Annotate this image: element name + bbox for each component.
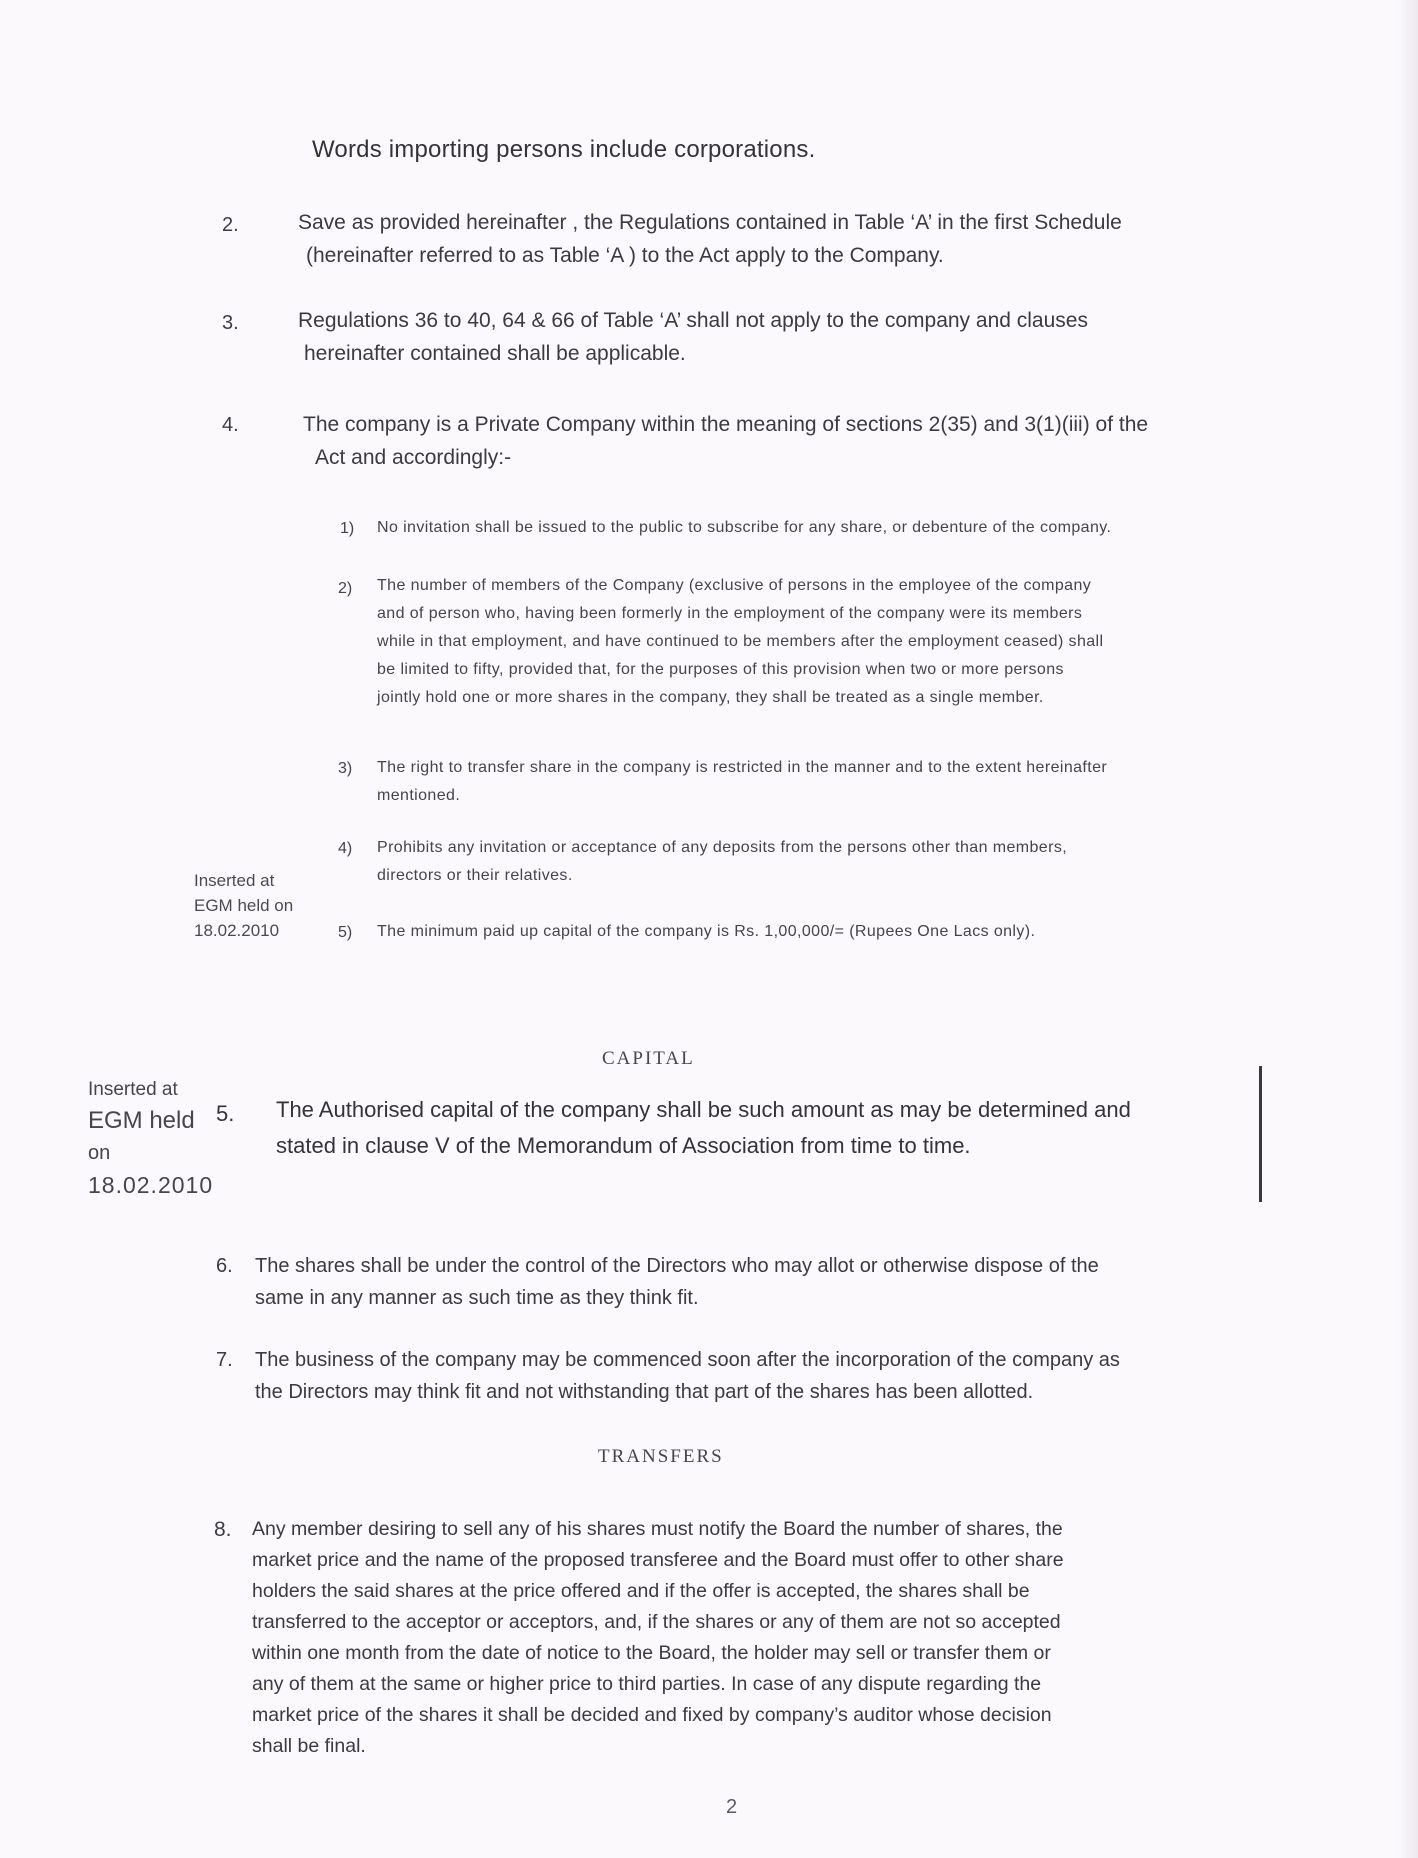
clause-8-line-3: holders the said shares at the price offered and if the offer is accepted, the shares shall be bbox=[252, 1580, 1030, 1602]
margin-note-2-line-1: Inserted at bbox=[88, 1079, 178, 1100]
clause-7-line-1: The business of the company may be commenced soon after the incorporation of the company as bbox=[255, 1349, 1120, 1371]
capital-heading: CAPITAL bbox=[602, 1048, 695, 1069]
margin-note-2-line-2: EGM held bbox=[88, 1107, 195, 1134]
clause-6-text bbox=[255, 1250, 1099, 1314]
sub-item-5-line-1: The minimum paid up capital of the company is Rs. 1,00,000/= (Rupees One Lacs only). bbox=[377, 923, 1036, 940]
sub-item-2-line-4: be limited to fifty, provided that, for the purposes of this provision when two or more persons bbox=[377, 661, 1064, 678]
sub-item-1-line-1: No invitation shall be issued to the public to subscribe for any share, or debenture of the company. bbox=[377, 519, 1112, 536]
sub-item-2-line-2: and of person who, having been formerly in the employment of the company were its members bbox=[377, 605, 1083, 622]
clause-7-number: 7. bbox=[216, 1349, 233, 1371]
sub-item-1-text bbox=[377, 514, 1111, 542]
margin-note-1-line-2: EGM held on bbox=[194, 896, 294, 915]
sub-item-2-number: 2) bbox=[338, 580, 353, 597]
clause-3-line-1: Regulations 36 to 40, 64 & 66 of Table ‘A’ shall not apply to the company and clauses bbox=[298, 309, 1088, 332]
sub-item-4-line-1: Prohibits any invitation or acceptance of any deposits from the persons other than members, bbox=[377, 839, 1068, 856]
sub-item-2-line-1: The number of members of the Company (exclusive of persons in the employee of the company bbox=[377, 577, 1092, 594]
intro-line: Words importing persons include corporations. bbox=[312, 136, 816, 163]
clause-8-line-7: market price of the shares it shall be decided and fixed by company’s auditor whose decision bbox=[252, 1704, 1052, 1726]
clause-3-text bbox=[298, 304, 1088, 370]
clause-2-text bbox=[298, 206, 1122, 272]
sub-item-3-text bbox=[377, 754, 1107, 810]
sub-item-2-line-5: jointly hold one or more shares in the company, they shall be treated as a single member. bbox=[377, 689, 1044, 706]
clause-8-number: 8. bbox=[214, 1518, 232, 1541]
clause-2-number: 2. bbox=[222, 214, 239, 236]
sub-item-4-line-2: directors or their relatives. bbox=[377, 867, 573, 884]
margin-note-1-line-1: Inserted at bbox=[194, 871, 275, 890]
sub-item-3-line-2: mentioned. bbox=[377, 787, 461, 804]
margin-note-1 bbox=[194, 868, 293, 943]
scan-edge-shadow bbox=[1398, 0, 1418, 1858]
clause-5-text bbox=[276, 1092, 1131, 1164]
clause-8-line-1: Any member desiring to sell any of his shares must notify the Board the number of shares, the bbox=[252, 1518, 1063, 1540]
sub-item-2-line-3: while in that employment, and have continued to be members after the employment ceased) shall bbox=[377, 633, 1104, 650]
clause-4-line-2: Act and accordingly:- bbox=[315, 446, 512, 469]
clause-6-number: 6. bbox=[216, 1255, 233, 1277]
sub-item-3-line-1: The right to transfer share in the company is restricted in the manner and to the extent hereinafter bbox=[377, 759, 1108, 776]
sub-item-2-text bbox=[377, 572, 1103, 712]
clause-3-line-2: hereinafter contained shall be applicable. bbox=[304, 342, 686, 365]
clause-8-text bbox=[252, 1514, 1064, 1762]
margin-note-2 bbox=[88, 1076, 213, 1202]
clause-5-line-1: The Authorised capital of the company shall be such amount as may be determined and bbox=[276, 1097, 1131, 1122]
transfers-heading: TRANSFERS bbox=[598, 1446, 724, 1467]
page-number: 2 bbox=[726, 1796, 738, 1818]
sub-item-1-number: 1) bbox=[340, 520, 355, 537]
clause-2-line-2: (hereinafter referred to as Table ‘A ) to the Act apply to the Company. bbox=[306, 244, 944, 267]
clause-8-line-8: shall be final. bbox=[252, 1735, 366, 1757]
clause-5-number: 5. bbox=[216, 1101, 235, 1126]
sub-item-4-text bbox=[377, 834, 1067, 890]
clause-8-line-5: within one month from the date of notice to the Board, the holder may sell or transfer them or bbox=[252, 1642, 1051, 1664]
clause-3-number: 3. bbox=[222, 312, 239, 334]
margin-note-2-line-3: on bbox=[88, 1142, 111, 1164]
clause-4-text bbox=[303, 408, 1148, 474]
sub-item-3-number: 3) bbox=[338, 760, 353, 777]
clause-2-line-1: Save as provided hereinafter , the Regulations contained in Table ‘A’ in the first Schedule bbox=[298, 211, 1122, 234]
margin-note-1-line-3: 18.02.2010 bbox=[194, 921, 280, 940]
clause-7-line-2: the Directors may think fit and not withstanding that part of the shares has been allotted. bbox=[255, 1381, 1034, 1403]
sub-item-4-number: 4) bbox=[338, 840, 353, 857]
clause-4-number: 4. bbox=[222, 414, 239, 436]
clause-6-line-1: The shares shall be under the control of the Directors who may allot or otherwise dispose of the bbox=[255, 1255, 1099, 1277]
sub-item-5-text bbox=[377, 918, 1035, 946]
clause-8-line-6: any of them at the same or higher price to third parties. In case of any dispute regarding the bbox=[252, 1673, 1042, 1695]
clause-5-line-2: stated in clause V of the Memorandum of Association from time to time. bbox=[276, 1133, 971, 1158]
clause-8-line-2: market price and the name of the proposed transferee and the Board must offer to other share bbox=[252, 1549, 1064, 1571]
clause-7-text bbox=[255, 1344, 1120, 1408]
margin-vertical-bar bbox=[1259, 1066, 1262, 1202]
clause-4-line-1: The company is a Private Company within the meaning of sections 2(35) and 3(1)(iii) of the bbox=[303, 413, 1149, 436]
margin-note-2-line-4: 18.02.2010 bbox=[88, 1172, 214, 1198]
clause-6-line-2: same in any manner as such time as they think fit. bbox=[255, 1287, 699, 1309]
sub-item-5-number: 5) bbox=[338, 924, 353, 941]
clause-8-line-4: transferred to the acceptor or acceptors, and, if the shares or any of them are not so accepted bbox=[252, 1611, 1061, 1633]
